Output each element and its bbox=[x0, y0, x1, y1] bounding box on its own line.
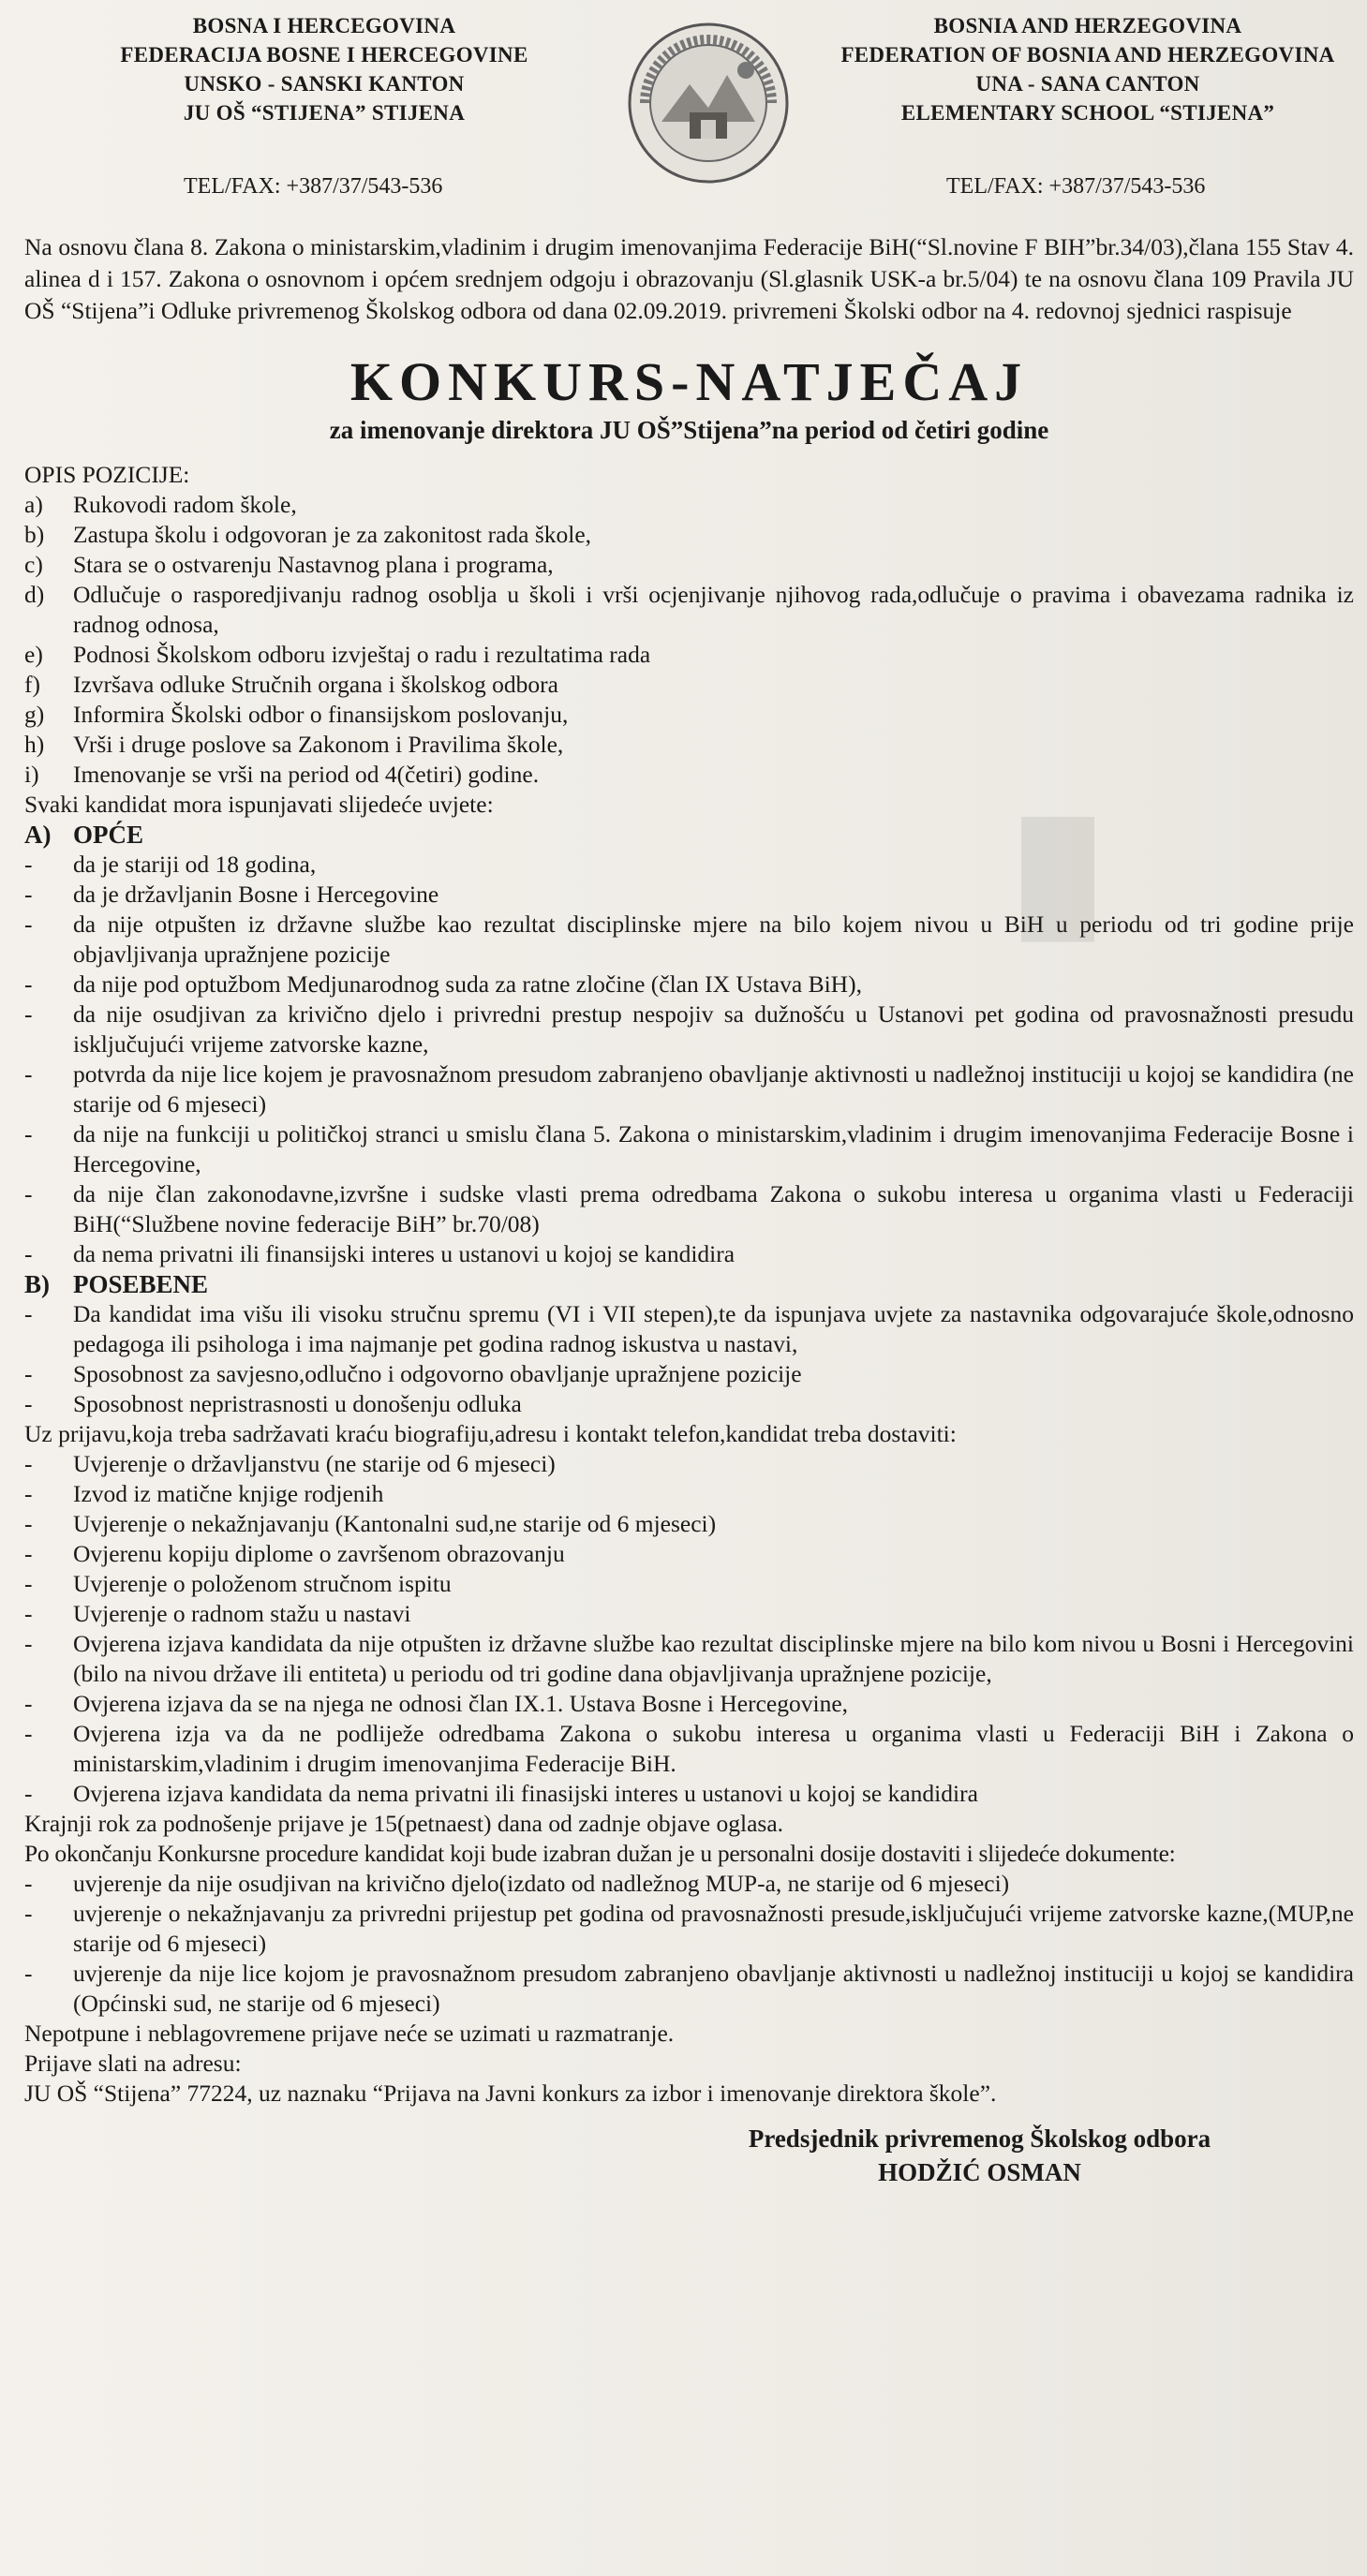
letterhead-left-line: UNSKO - SANSKI KANTON bbox=[184, 72, 465, 96]
letterhead-right-line: ELEMENTARY SCHOOL “STIJENA” bbox=[900, 101, 1275, 125]
list-text: Zastupa školu i odgovoran je za zakonitost rada škole, bbox=[73, 520, 592, 548]
list-marker: f) bbox=[24, 670, 40, 698]
list-item bbox=[24, 999, 1354, 1059]
list-item bbox=[24, 1359, 1354, 1389]
dash-marker: - bbox=[24, 1569, 33, 1597]
section-label: POSEBENE bbox=[73, 1269, 209, 1298]
list-item bbox=[24, 760, 1354, 790]
list-marker: c) bbox=[24, 550, 43, 578]
list-item bbox=[24, 580, 1354, 640]
list-item bbox=[24, 730, 1354, 760]
tel-fax-right: TEL/FAX: +387/37/543-536 bbox=[946, 174, 1206, 199]
list-item bbox=[24, 1299, 1354, 1359]
list-text: Uvjerenje o nekažnjavanju (Kantonalni sud,ne starije od 6 mjeseci) bbox=[73, 1509, 717, 1537]
list-text: Izvod iz matične knjige rodjenih bbox=[73, 1479, 384, 1507]
list-item bbox=[24, 1449, 1354, 1479]
opis-heading: OPIS POZICIJE: bbox=[24, 460, 190, 488]
list-item bbox=[24, 1719, 1354, 1779]
letterhead-left bbox=[62, 11, 587, 127]
list-text: Informira Školski odbor o finansijskom poslovanju, bbox=[73, 700, 569, 728]
section-marker: A) bbox=[24, 820, 52, 849]
section-marker: B) bbox=[24, 1269, 50, 1298]
bleed-through-texture: █ bbox=[1021, 819, 1094, 933]
list-text: uvjerenje da nije lice kojom je pravosnažnom presudom zabranjeno obavljanje aktivnosti u nadležnoj instituciji u kojoj se kandidira (Općinski sud, ne starije od 6 mjeseci) bbox=[73, 1959, 1354, 2017]
list-item bbox=[24, 1239, 1354, 1269]
list-item bbox=[24, 670, 1354, 700]
list-item bbox=[24, 1869, 1354, 1899]
list-text: Ovjerena izjava da se na njega ne odnosi član IX.1. Ustava Bosne i Hercegovine, bbox=[73, 1689, 849, 1717]
signature-block bbox=[605, 2122, 1354, 2189]
dash-marker: - bbox=[24, 1869, 33, 1897]
dash-marker: - bbox=[24, 1629, 33, 1657]
dash-marker: - bbox=[24, 850, 33, 878]
list-text: Rukovodi radom škole, bbox=[73, 490, 297, 518]
list-text: da nije na funkciji u političkoj stranci u smislu člana 5. Zakona o ministarskim,vladinim i drugim imenovanjima Federacije Bosne i Hercegovine, bbox=[73, 1119, 1354, 1177]
list-text: da nije pod optužbom Medjunarodnog suda za ratne zločine (član IX Ustava BiH), bbox=[73, 970, 862, 998]
nepotpune-paragraph: Nepotpune i neblagovremene prijave neće se uzimati u razmatranje. bbox=[24, 2019, 675, 2047]
list-text: Stara se o ostvarenju Nastavnog plana i programa, bbox=[73, 550, 554, 578]
list-marker: b) bbox=[24, 520, 45, 548]
list-item bbox=[24, 1479, 1354, 1509]
list-item bbox=[24, 1569, 1354, 1599]
list-text: Ovjerena izja va da ne podliježe odredbama Zakona o sukobu interesa u organima vlasti u Federaciji BiH i Zakona o ministarskim,vladinim i drugim imenovanjima Federacije BiH. bbox=[73, 1719, 1354, 1777]
uvjeti-intro: Svaki kandidat mora ispunjavati slijedeće uvjete: bbox=[24, 790, 494, 818]
dash-marker: - bbox=[24, 1599, 33, 1627]
dash-marker: - bbox=[24, 1299, 33, 1327]
letterhead-right-line: UNA - SANA CANTON bbox=[975, 72, 1200, 96]
dash-marker: - bbox=[24, 1959, 33, 1987]
list-item bbox=[24, 1509, 1354, 1539]
letterhead bbox=[24, 0, 1354, 211]
list-text: da nije član zakonodavne,izvršne i sudske vlasti prema odredbama Zakona o sukobu interesa u organima vlasti u Federaciji BiH(“Službene novine federacije BiH” br.70/08) bbox=[73, 1179, 1354, 1237]
list-item bbox=[24, 1119, 1354, 1179]
list-marker: i) bbox=[24, 760, 39, 788]
list-item bbox=[24, 970, 1354, 999]
list-text: da nema privatni ili finansijski interes u ustanovi u kojoj se kandidira bbox=[73, 1239, 736, 1267]
list-text: Ovjerena izjava kandidata da nije otpušten iz državne službe kao rezultat disciplinske mjere na bilo kom nivou u Bosni i Hercegovini (bilo na nivou države ili entiteta) u periodu od tri godine dana objavljivanja upražnjene pozicije, bbox=[73, 1629, 1354, 1687]
dash-marker: - bbox=[24, 910, 33, 938]
rok-paragraph: Krajnji rok za podnošenje prijave je 15(petnaest) dana od zadnje objave oglasa. bbox=[24, 1809, 784, 1837]
list-item bbox=[24, 1539, 1354, 1569]
list-item bbox=[24, 1779, 1354, 1809]
list-item bbox=[24, 850, 1354, 880]
list-text: da je stariji od 18 godina, bbox=[73, 850, 317, 878]
section-heading-b bbox=[24, 1269, 1354, 1299]
prijave-slati-label: Prijave slati na adresu: bbox=[24, 2049, 242, 2077]
letterhead-left-line: JU OŠ “STIJENA” STIJENA bbox=[183, 101, 466, 125]
letterhead-left-line: BOSNA I HERCEGOVINA bbox=[192, 14, 456, 37]
list-text: Sposobnost za savjesno,odlučno i odgovorno obavljanje upražnjene pozicije bbox=[73, 1359, 802, 1387]
list-item bbox=[24, 910, 1354, 970]
list-text: uvjerenje da nije osudjivan na krivično djelo(izdato od nadležnog MUP-a, ne starije od 6 mjeseci) bbox=[73, 1869, 1010, 1897]
dash-marker: - bbox=[24, 1059, 33, 1088]
dash-marker: - bbox=[24, 999, 33, 1028]
document-subtitle: za imenovanje direktora JU OŠ”Stijena”na period od četiri godine bbox=[329, 415, 1049, 444]
list-item bbox=[24, 1179, 1354, 1239]
dash-marker: - bbox=[24, 1779, 33, 1807]
list-item bbox=[24, 520, 1354, 550]
list-text: Imenovanje se vrši na period od 4(četiri) godine. bbox=[73, 760, 540, 788]
dash-marker: - bbox=[24, 1719, 33, 1747]
list-item bbox=[24, 880, 1354, 910]
tel-fax-left: TEL/FAX: +387/37/543-536 bbox=[184, 174, 443, 199]
list-item bbox=[24, 1059, 1354, 1119]
dash-marker: - bbox=[24, 970, 33, 998]
letterhead-right bbox=[802, 11, 1367, 127]
prijava-intro: Uz prijavu,koja treba sadržavati kraću biografiju,adresu i kontakt telefon,kandidat treba dostaviti: bbox=[24, 1419, 957, 1447]
dash-marker: - bbox=[24, 1539, 33, 1567]
list-item bbox=[24, 700, 1354, 730]
dash-marker: - bbox=[24, 1449, 33, 1477]
letterhead-right-line: FEDERATION OF BOSNIA AND HERZEGOVINA bbox=[840, 43, 1335, 67]
list-item bbox=[24, 1899, 1354, 1959]
list-marker: e) bbox=[24, 640, 43, 668]
dash-marker: - bbox=[24, 1119, 33, 1147]
dash-marker: - bbox=[24, 1479, 33, 1507]
section-heading-a bbox=[24, 820, 1354, 850]
list-marker: h) bbox=[24, 730, 45, 758]
list-item bbox=[24, 1599, 1354, 1629]
list-text: potvrda da nije lice kojem je pravosnažnom presudom zabranjeno obavljanje aktivnosti u nadležnoj instituciji u kojoj se kandidira (ne starije od 6 mjeseci) bbox=[73, 1059, 1354, 1118]
list-marker: g) bbox=[24, 700, 45, 728]
list-text: da je državljanin Bosne i Hercegovine bbox=[73, 880, 439, 908]
list-text: Ovjerenu kopiju diplome o završenom obrazovanju bbox=[73, 1539, 565, 1567]
letterhead-right-line: BOSNIA AND HERZEGOVINA bbox=[933, 14, 1242, 37]
intro-paragraph: Na osnovu člana 8. Zakona o ministarskim,vladinim i drugim imenovanjima Federacije BiH(“Sl.novine F BIH”br.34/03),člana 155 Stav 4. alinea d i 157. Zakona o osnovnom i općem srednjem odgoju i obrazovanju (Sl.glasnik USK-a br.5/04) te na osnovu člana 109 Pravila JU OŠ “Stijena”i Odluke privremenog Školskog odbora od dana 02.09.2019. privremeni Školski odbor na 4. redovnoj sjednici raspisuje bbox=[24, 233, 1354, 324]
list-marker: a) bbox=[24, 490, 43, 518]
list-text: Da kandidat ima višu ili visoku stručnu spremu (VI i VII stepen),te da ispunjava uvjete za nastavnika odgovarajuće škole,odnosno pedagoga ili psihologa i ima najmanje pet godina radnog iskustva u nastavi, bbox=[73, 1299, 1354, 1357]
list-text: Odlučuje o rasporedjivanju radnog osoblja u školi i vrši ocjenjivanje njihovog rada,odlučuje o pravima i obavezama radnika iz radnog odnosa, bbox=[73, 580, 1354, 638]
list-text: da nije otpušten iz državne službe kao rezultat disciplinske mjere na bilo kojem nivou u BiH u periodu od tri godine prije objavljivanja upražnjene pozicije bbox=[73, 910, 1354, 968]
list-text: Ovjerena izjava kandidata da nema privatni ili finasijski interes u ustanovi u kojoj se kandidira bbox=[73, 1779, 978, 1807]
address-line: JU OŠ “Stijena” 77224, uz naznaku “Prijava na Javni konkurs za izbor i imenovanje direktora škole”. bbox=[24, 2079, 997, 2107]
dash-marker: - bbox=[24, 1389, 33, 1417]
dash-marker: - bbox=[24, 1179, 33, 1207]
letterhead-left-line: FEDERACIJA BOSNE I HERCEGOVINE bbox=[120, 43, 528, 67]
list-item bbox=[24, 490, 1354, 520]
list-text: Uvjerenje o radnom stažu u nastavi bbox=[73, 1599, 411, 1627]
dash-marker: - bbox=[24, 1899, 33, 1927]
list-item bbox=[24, 1389, 1354, 1419]
list-item bbox=[24, 1959, 1354, 2019]
list-text: Uvjerenje o položenom stručnom ispitu bbox=[73, 1569, 452, 1597]
list-item bbox=[24, 550, 1354, 580]
dash-marker: - bbox=[24, 1689, 33, 1717]
list-text: Sposobnost nepristrasnosti u donošenju odluka bbox=[73, 1389, 522, 1417]
list-text: Uvjerenje o državljanstvu (ne starije od 6 mjeseci) bbox=[73, 1449, 556, 1477]
signatory-title: Predsjednik privremenog Školskog odbora bbox=[748, 2124, 1211, 2153]
list-text: da nije osudjivan za krivično djelo i privredni prestup nespojiv sa dužnošću u Ustanovi pet godina od pravosnažnosti presudu isključujući vrijeme zatvorske kazne, bbox=[73, 999, 1354, 1058]
po-okoncanju-paragraph: Po okončanju Konkursne procedure kandidat koji bude izabran dužan je u personalni dosije dostaviti i slijedeće dokumente: bbox=[24, 1839, 1176, 1867]
list-text: Podnosi Školskom odboru izvještaj o radu i rezultatima rada bbox=[73, 640, 651, 668]
list-item bbox=[24, 1629, 1354, 1689]
school-seal-icon bbox=[624, 19, 793, 187]
list-marker: d) bbox=[24, 580, 45, 608]
section-label: OPĆE bbox=[73, 820, 144, 849]
dash-marker: - bbox=[24, 1359, 33, 1387]
document-title: KONKURS-NATJEČAJ bbox=[349, 350, 1029, 412]
list-text: uvjerenje o nekažnjavanju za privredni prijestup pet godina od pravosnažnosti presude,isključujući vrijeme zatvorske kazne,(MUP,ne starije od 6 mjeseci) bbox=[73, 1899, 1354, 1957]
list-text: Izvršava odluke Stručnih organa i školskog odbora bbox=[73, 670, 558, 698]
dash-marker: - bbox=[24, 1509, 33, 1537]
list-item bbox=[24, 640, 1354, 670]
list-item bbox=[24, 1689, 1354, 1719]
dash-marker: - bbox=[24, 1239, 33, 1267]
signatory-name: HODŽIĆ OSMAN bbox=[878, 2157, 1081, 2186]
document-body bbox=[24, 460, 1354, 2109]
dash-marker: - bbox=[24, 880, 33, 908]
list-text: Vrši i druge poslove sa Zakonom i Pravilima škole, bbox=[73, 730, 564, 758]
